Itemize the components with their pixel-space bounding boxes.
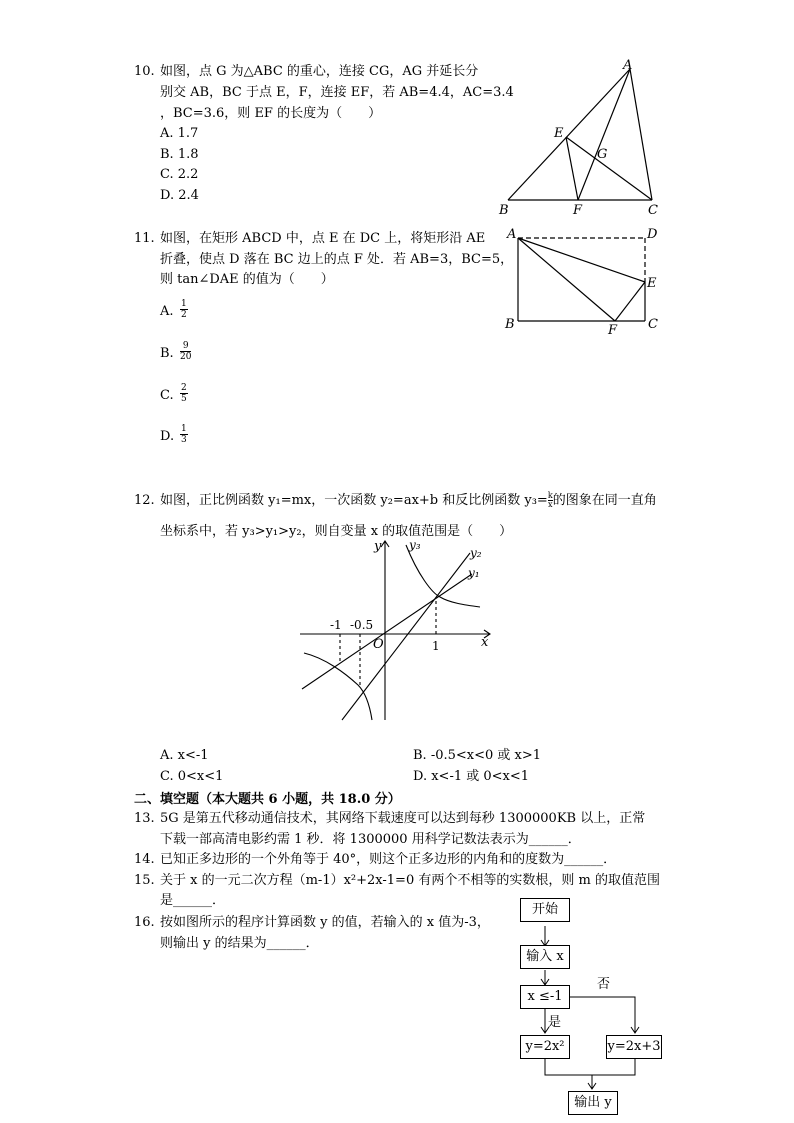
fraction-numerator: 2 (181, 383, 187, 393)
flowchart-start: 开始 (520, 898, 570, 922)
q10-triangle-figure (495, 55, 670, 220)
flowchart-condition: x ≤-1 (520, 985, 570, 1009)
q15-line-2: 是______． (160, 893, 226, 908)
label-f: F (608, 323, 618, 338)
q11-line-2: 折叠，使点 D 落在 BC 边上的点 F 处．若 AB=3，BC=5， (160, 252, 514, 267)
q12-option-b: B. -0.5<x<0 或 x>1 (413, 748, 542, 763)
q12-number: 12. (134, 493, 155, 508)
q16-line-1: 按如图所示的程序计算函数 y 的值，若输入的 x 值为-3， (160, 915, 490, 930)
y-axis-label: y (374, 539, 382, 554)
q12-option-d: D. x<-1 或 0<x<1 (413, 769, 530, 784)
q10-option-a: A. 1.7 (160, 126, 199, 141)
fraction-numerator: k (547, 491, 553, 500)
fraction-denominator: x (548, 500, 553, 509)
fraction-numerator: 1 (181, 299, 187, 309)
q12-line-2: 坐标系中，若 y₃>y₁>y₂，则自变量 x 的取值范围是（ ） (160, 524, 513, 539)
q11-line-1: 如图，在矩形 ABCD 中，点 E 在 DC 上，将矩形沿 AE (160, 231, 486, 246)
label-a: A (623, 58, 633, 73)
q11-option-d-letter: D. (160, 429, 175, 444)
q12-option-a: A. x<-1 (160, 748, 209, 763)
q12-line-1-text-a: 如图，正比例函数 y₁=mx，一次函数 y₂=ax+b 和反比例函数 y₃= (160, 493, 548, 508)
q12-function-graph (300, 535, 500, 725)
q13-line-1: 5G 是第五代移动通信技术，其网络下载速度可以达到每秒 1300000KB 以上，正常 (160, 811, 646, 826)
label-g: G (597, 147, 608, 162)
label-e: E (554, 126, 564, 141)
q10-line-2: 别交 AB，BC 于点 E，F，连接 EF，若 AB=4.4，AC=3.4 (160, 85, 514, 100)
q11-option-a-fraction (180, 299, 188, 320)
q11-option-c-fraction (180, 383, 188, 404)
fraction-denominator: 2 (181, 310, 187, 320)
tick-neg05: -0.5 (350, 618, 374, 632)
q10-line-1: 如图，点 G 为△ABC 的重心，连接 CG，AG 并延长分 (160, 64, 479, 79)
q11-option-b-letter: B. (160, 346, 174, 361)
section-heading: 二、填空题（本大题共 6 小题，共 18.0 分） (134, 792, 401, 807)
q15-number: 15. (134, 873, 155, 888)
q12-line-1-text-b: 的图象在同一直角 (552, 493, 657, 508)
q14-line-1: 已知正多边形的一个外角等于 40°，则这个正多边形的内角和的度数为______． (160, 852, 617, 867)
label-c: C (648, 317, 658, 332)
q11-line-3: 则 tan∠DAE 的值为（ ） (160, 272, 334, 287)
fraction-numerator: 1 (181, 424, 187, 434)
tick-1: 1 (432, 639, 440, 653)
label-e: E (647, 276, 657, 291)
y1-label: y₁ (468, 566, 480, 580)
flowchart-no-label: 否 (597, 977, 611, 992)
q11-option-b-fraction (180, 341, 191, 362)
y2-label: y₂ (470, 546, 482, 560)
q10-number: 10. (134, 64, 155, 79)
fraction-denominator: 5 (181, 394, 187, 404)
flowchart-branch-yes: y=2x² (520, 1035, 570, 1059)
q16-number: 16. (134, 915, 155, 930)
q12-option-c: C. 0<x<1 (160, 769, 224, 784)
label-b: B (499, 203, 509, 218)
fraction-denominator: 20 (180, 352, 192, 362)
x-axis-label: x (481, 635, 489, 650)
origin-label: O (373, 637, 384, 652)
q11-option-c-letter: C. (160, 388, 174, 403)
q10-option-b: B. 1.8 (160, 147, 199, 162)
q11-rectangle-figure (500, 224, 670, 339)
q11-number: 11. (134, 231, 155, 246)
q13-line-2: 下载一部高清电影约需 1 秒．将 1300000 用科学记数法表示为______． (160, 832, 581, 847)
flowchart-output: 输出 y (568, 1091, 618, 1115)
label-f: F (573, 203, 583, 218)
flowchart-yes-label: 是 (548, 1015, 562, 1030)
tick-neg1: -1 (330, 618, 342, 632)
q14-number: 14. (134, 852, 155, 867)
q10-option-c: C. 2.2 (160, 167, 199, 182)
label-a: A (507, 227, 517, 242)
label-b: B (505, 317, 515, 332)
q12-line-1 (160, 491, 657, 511)
fraction-denominator: 3 (181, 435, 187, 445)
y3-label: y₃ (409, 538, 421, 552)
fraction-numerator: 9 (180, 341, 191, 352)
flowchart-branch-no: y=2x+3 (606, 1035, 662, 1059)
q11-option-a-letter: A. (160, 304, 174, 319)
label-c: C (648, 203, 658, 218)
q13-number: 13. (134, 811, 155, 826)
flowchart-input: 输入 x (520, 945, 570, 969)
q11-option-d-fraction (180, 424, 188, 445)
q10-option-d: D. 2.4 (160, 188, 199, 203)
label-d: D (647, 227, 658, 242)
q16-line-2: 则输出 y 的结果为______． (160, 936, 319, 951)
q10-line-3: ，BC=3.6，则 EF 的长度为（ ） (160, 106, 382, 121)
q15-line-1: 关于 x 的一元二次方程（m-1）x²+2x-1=0 有两个不相等的实数根，则 m 的取值范围 (160, 873, 660, 888)
